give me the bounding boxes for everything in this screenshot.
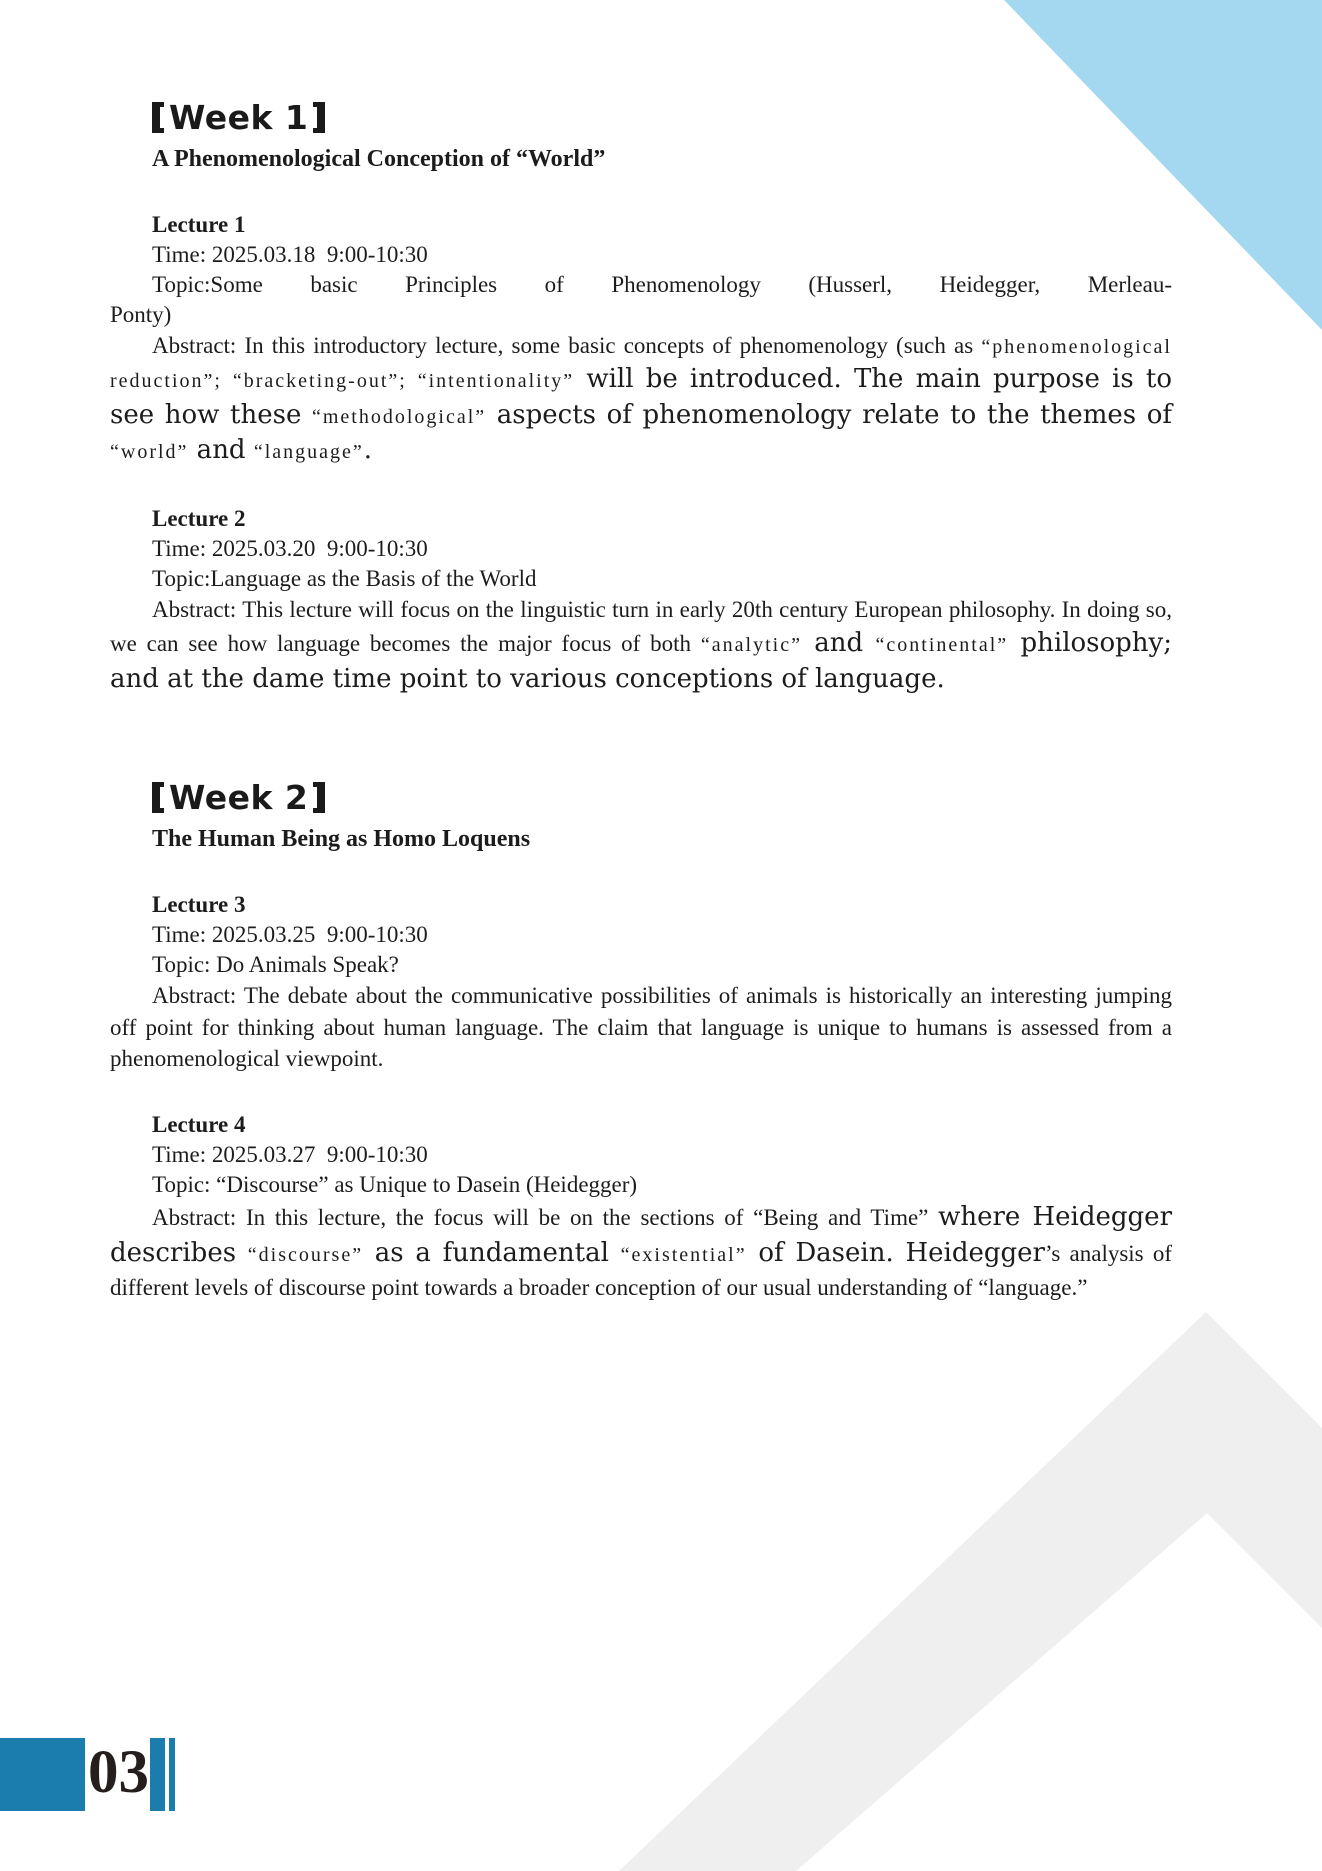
abstract-segment: “continental” (875, 634, 1009, 657)
lenticular-bracket-open-icon (152, 102, 164, 133)
week-2-section (110, 779, 1172, 1304)
week-2-header (152, 779, 1172, 817)
lecture-3-topic (110, 950, 1172, 980)
lecture-3-abstract (110, 980, 1172, 1075)
topic-line: Topic:Language as the Basis of the World (152, 566, 537, 592)
lecture-3-time: Time: 2025.03.25 9:00-10:30 (152, 921, 428, 947)
lecture-4-topic (110, 1170, 1172, 1200)
lenticular-bracket-close-icon (313, 102, 325, 133)
abstract-segment: “phenomenological reduction”; “bracketing-out”; “intentionality” (110, 336, 1172, 392)
abstract-segment: will be introduced. The main purpose is to see how these (110, 363, 1172, 430)
abstract-segment: “methodological” (311, 405, 487, 428)
topic-line: Topic: “Discourse” as Unique to Dasein (Heidegger) (152, 1172, 638, 1198)
abstract-segment: “language” (253, 441, 364, 464)
lecture-2-block (110, 504, 1172, 697)
lecture-1-block (110, 210, 1172, 469)
lecture-4-name: Lecture 4 (152, 1112, 246, 1138)
abstract-segment: philosophy; and at the dame time point to various conceptions of language. (110, 628, 1173, 694)
abstract-segment: “existential” (620, 1243, 747, 1266)
lecture-2-topic (110, 564, 1172, 594)
abstract-segment: “analytic” (700, 634, 802, 657)
lecture-1-topic (110, 270, 1172, 330)
abstract-segment: as a fundamental (363, 1237, 621, 1268)
week-1-section (110, 99, 1172, 698)
lecture-1-abstract (110, 330, 1172, 469)
abstract-segment: Abstract: The debate about the communicative possibilities of animals is historically an interesting jumping off point for thinking about human language. The claim that language is unique to humans is assessed from a phenomenological viewpoint. (110, 982, 1172, 1072)
lecture-4-block (110, 1110, 1172, 1303)
topic-line: Ponty) (110, 302, 172, 327)
abstract-segment: and (801, 628, 876, 659)
abstract-segment: Abstract: This lecture will focus on the linguistic turn in early 20th century European philosophy. In doing so, we can see how language becomes the major focus of both (110, 597, 1172, 657)
abstract-segment: of Dasein. Heidegger (746, 1237, 1045, 1268)
abstract-segment: ’s analysis of different levels of discourse point towards a broader conception of our usual understanding of “language.” (110, 1240, 1172, 1300)
lenticular-bracket-close-icon (313, 782, 325, 813)
abstract-segment: Abstract: In this introductory lecture, some basic concepts of phenomenology (such as (152, 333, 982, 358)
lecture-3-block (110, 890, 1172, 1075)
footer-blue-bar-thick (150, 1738, 165, 1811)
lecture-1-time: Time: 2025.03.18 9:00-10:30 (152, 242, 428, 267)
lecture-4-abstract (110, 1200, 1172, 1303)
abstract-segment: where Heidegger describes (110, 1202, 1172, 1268)
lecture-1-name: Lecture 1 (152, 212, 246, 237)
abstract-segment: “discourse” (247, 1243, 364, 1266)
page-number: 03 (88, 1739, 149, 1806)
footer-blue-bar-thin (169, 1738, 175, 1811)
lecture-2-abstract (110, 594, 1172, 697)
lecture-4-time: Time: 2025.03.27 9:00-10:30 (152, 1142, 428, 1168)
lenticular-bracket-open-icon (152, 782, 164, 813)
abstract-segment: “world” (110, 441, 189, 464)
footer-blue-rectangle (0, 1738, 85, 1811)
abstract-segment: . (363, 435, 373, 466)
week-1-title: A Phenomenological Conception of “World” (152, 146, 606, 172)
abstract-segment: Abstract: In this lecture, the focus will be on the sections of “Being and Time” (152, 1205, 939, 1231)
abstract-segment: and (188, 435, 254, 466)
week-2-label: Week 2 (169, 777, 309, 817)
lecture-2-time: Time: 2025.03.20 9:00-10:30 (152, 536, 428, 562)
week-1-header (152, 99, 1172, 137)
topic-line: Topic: Do Animals Speak? (152, 951, 399, 977)
topic-line: Topic:Some basic Principles of Phenomenology (Husserl, Heidegger, Merleau- (152, 272, 1172, 297)
lecture-2-name: Lecture 2 (152, 506, 246, 532)
abstract-segment: aspects of phenomenology relate to the themes of (486, 399, 1172, 430)
week-2-title: The Human Being as Homo Loquens (152, 825, 531, 852)
week-1-label: Week 1 (169, 98, 309, 137)
lecture-3-name: Lecture 3 (152, 891, 246, 917)
